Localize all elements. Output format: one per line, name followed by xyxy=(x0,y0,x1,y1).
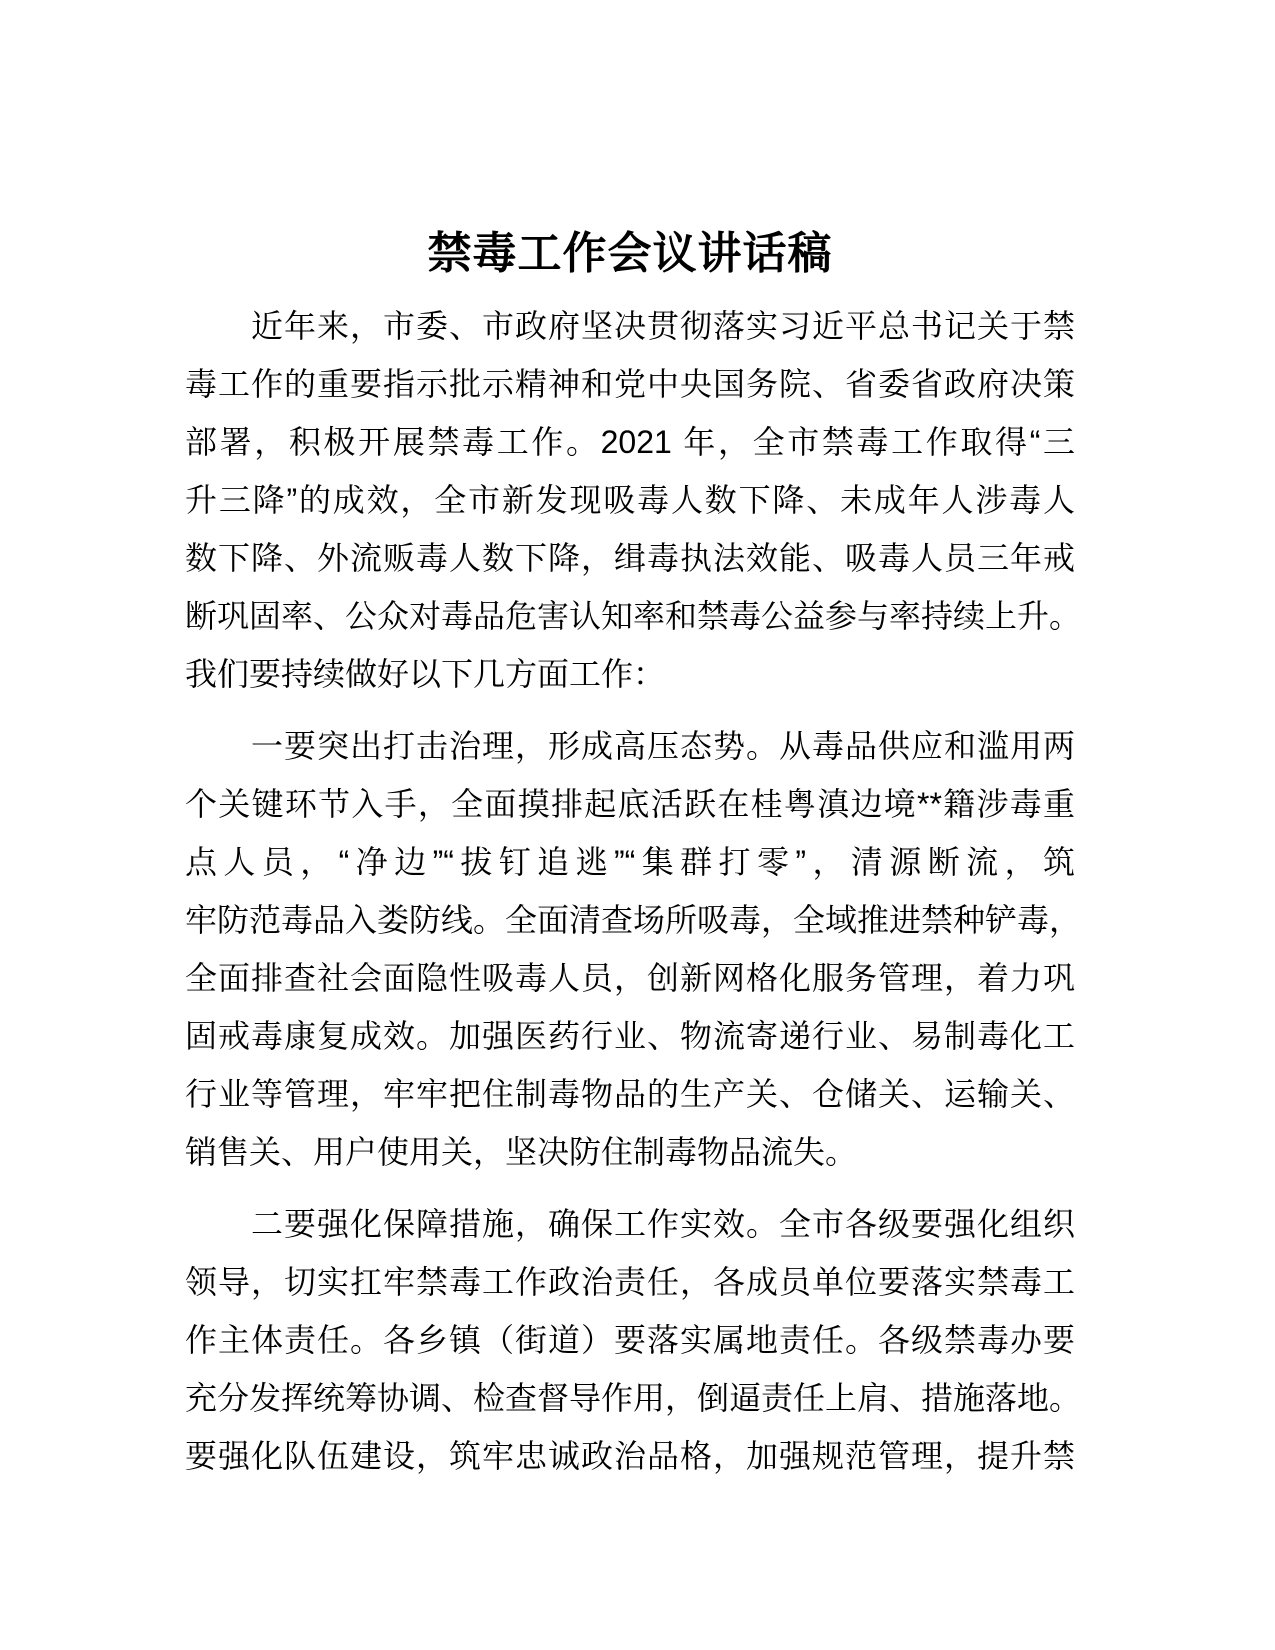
body-line: 固戒毒康复成效。加强医药行业、物流寄递行业、易制毒化工 xyxy=(185,1018,1075,1054)
body-line: 领导，切实扛牢禁毒工作政治责任，各成员单位要落实禁毒工 xyxy=(185,1264,1075,1300)
body-line: 部署，积极开展禁毒工作。2021 年，全市禁毒工作取得“三 xyxy=(185,424,1075,460)
body-line: 断巩固率、公众对毒品危害认知率和禁毒公益参与率持续上升。 xyxy=(185,598,1082,634)
body-line: 个关键环节入手，全面摸排起底活跃在桂粤滇边境**籍涉毒重 xyxy=(185,786,1075,822)
body-line: 全面排查社会面隐性吸毒人员，创新网格化服务管理，着力巩 xyxy=(185,960,1075,996)
body-line: 要强化队伍建设，筑牢忠诚政治品格，加强规范管理，提升禁 xyxy=(185,1438,1075,1474)
body-line: 充分发挥统筹协调、检查督导作用，倒逼责任上肩、措施落地。 xyxy=(185,1380,1082,1416)
body-line: 一要突出打击治理，形成高压态势。从毒品供应和滥用两 xyxy=(251,728,1075,764)
paragraph xyxy=(185,1195,1082,1485)
body-line: 行业等管理，牢牢把住制毒物品的生产关、仓储关、运输关、 xyxy=(185,1076,1075,1112)
body-line: 点人员，“净边”“拔钉追逃”“集群打零”，清源断流，筑 xyxy=(185,844,1075,880)
body-line: 牢防范毒品入娄防线。全面清查场所吸毒，全域推进禁种铲毒， xyxy=(185,902,1082,938)
body-line: 二要强化保障措施，确保工作实效。全市各级要强化组织 xyxy=(251,1206,1075,1242)
body-line: 我们要持续做好以下几方面工作： xyxy=(185,656,666,692)
body-line: 毒工作的重要指示批示精神和党中央国务院、省委省政府决策 xyxy=(185,366,1075,402)
body-line: 数下降、外流贩毒人数下降，缉毒执法效能、吸毒人员三年戒 xyxy=(185,540,1075,576)
body-line: 近年来，市委、市政府坚决贯彻落实习近平总书记关于禁 xyxy=(251,308,1075,344)
body-line: 销售关、用户使用关，坚决防住制毒物品流失。 xyxy=(185,1134,858,1170)
document-title: 禁毒工作会议讲话稿 xyxy=(427,229,833,278)
body-line: 作主体责任。各乡镇（街道）要落实属地责任。各级禁毒办要 xyxy=(185,1322,1075,1358)
paragraph xyxy=(185,297,1082,703)
paragraph xyxy=(185,717,1082,1181)
body-line: 升三降”的成效，全市新发现吸毒人数下降、未成年人涉毒人 xyxy=(185,482,1075,518)
document-body xyxy=(185,297,1082,1485)
